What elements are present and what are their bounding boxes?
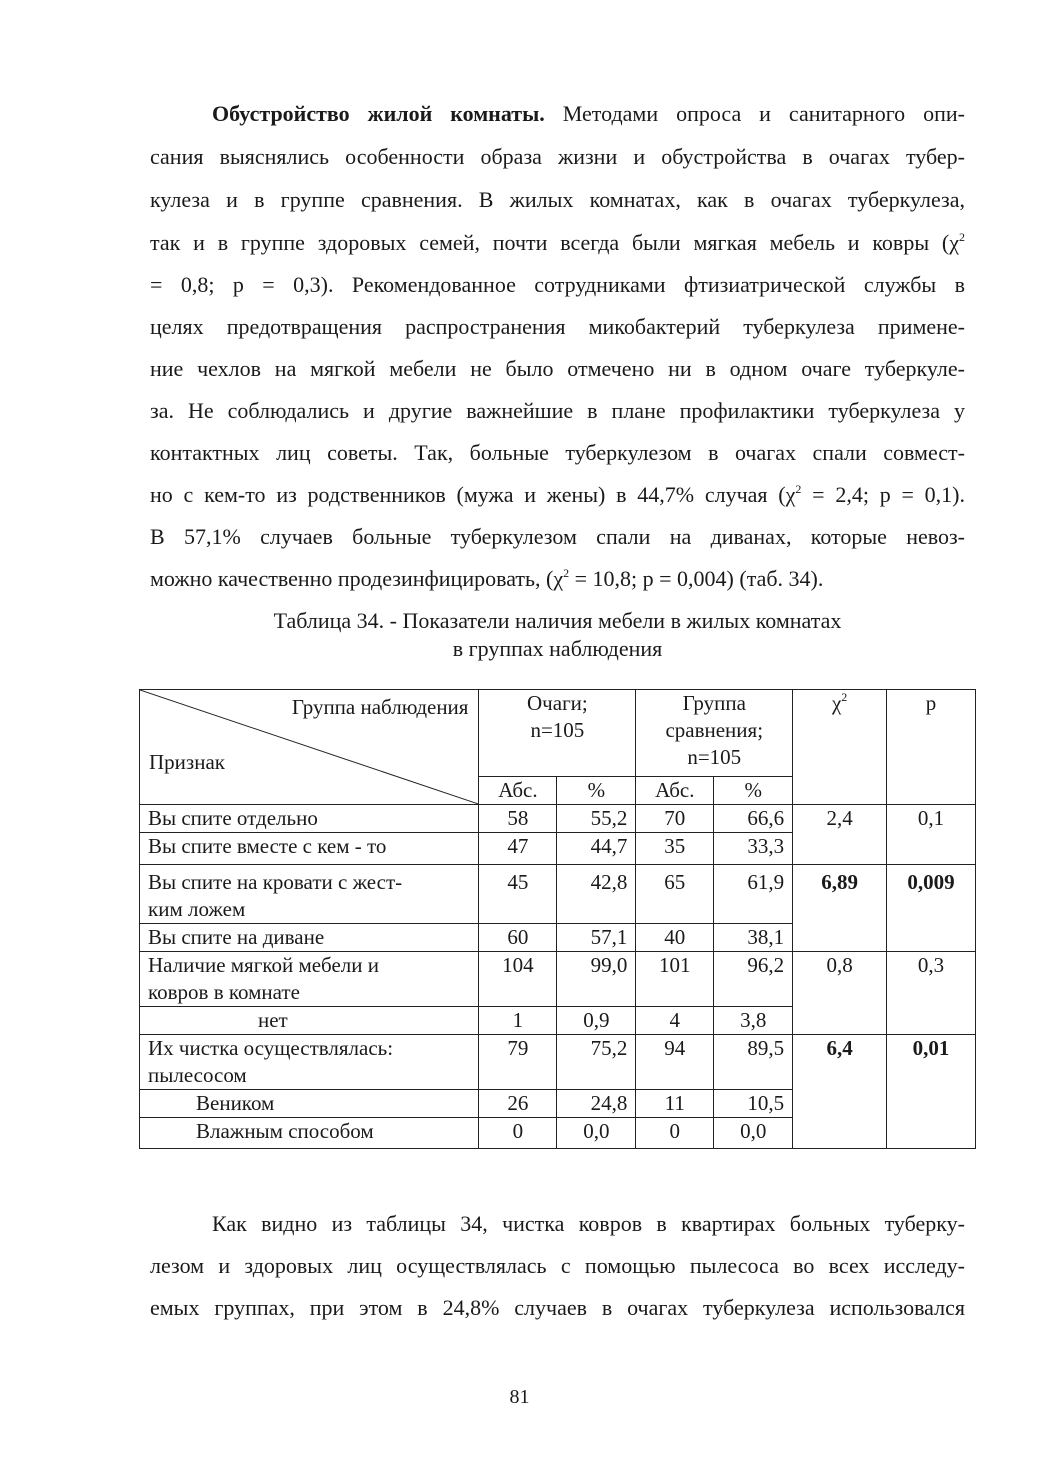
paragraph1-line9: контактных лиц советы. Так, больные туберкулезом в очагах спали совмест- xyxy=(150,440,965,465)
row-label: Вы спите на диване xyxy=(140,924,479,952)
subheader-pct-1: % xyxy=(557,777,636,805)
paragraph1-line3: кулеза и в группе сравнения. В жилых комнатах, как в очагах туберкулеза, xyxy=(150,187,965,212)
subheader-pct-2: % xyxy=(714,777,793,805)
cell-pct-foci: 0,9 xyxy=(557,1007,636,1035)
cell-p-value: 0,1 xyxy=(887,805,976,865)
paragraph1-line6: целях предотвращения распространения микобактерий туберкулеза примене- xyxy=(150,314,965,339)
cell-chi-square: 2,4 xyxy=(793,805,887,865)
paragraph1-line1-rest: Методами опроса и санитарного опи- xyxy=(562,101,966,126)
table-caption-line2: в группах наблюдения xyxy=(452,636,663,661)
subheader-abs-2: Абс. xyxy=(636,777,714,805)
chi-superscript: 2 xyxy=(563,566,570,580)
header-foci-line1: Очаги; xyxy=(527,691,588,715)
paragraph1-line10 xyxy=(150,482,965,508)
row-label: нет xyxy=(140,1007,479,1035)
paragraph1-line11: В 57,1% случаев больные туберкулезом спали на диванах, которые невоз- xyxy=(150,524,965,549)
cell-abs-comparison: 4 xyxy=(636,1007,714,1035)
cell-abs-foci: 45 xyxy=(479,865,557,924)
row-label: Вы спите отдельно xyxy=(140,805,479,833)
paragraph2-line2: лезом и здоровых лиц осуществлялась с помощью пылесоса во всех исследу- xyxy=(150,1253,965,1278)
paragraph1-line10-a: но с кем-то из родственников (мужа и жены) в 44,7% случая (χ xyxy=(150,482,796,507)
cell-pct-foci: 44,7 xyxy=(557,833,636,865)
page-number: 81 xyxy=(509,1386,530,1408)
header-comparison-line1: Группа xyxy=(682,691,746,715)
paragraph1-line5: = 0,8; p = 0,3). Рекомендованное сотрудниками фтизиатрической службы в xyxy=(150,272,965,297)
paragraph1-line7: ние чехлов на мягкой мебели не было отмечено ни в одном очаге туберкуле- xyxy=(150,356,965,381)
cell-abs-foci: 60 xyxy=(479,924,557,952)
cell-abs-foci: 26 xyxy=(479,1090,557,1118)
paragraph1-line1 xyxy=(212,101,965,127)
table-row xyxy=(140,805,976,833)
cell-abs-comparison: 70 xyxy=(636,805,714,833)
header-group-label: Группа наблюдения xyxy=(291,695,469,719)
cell-pct-comparison: 61,9 xyxy=(714,865,793,924)
cell-abs-comparison: 65 xyxy=(636,865,714,924)
header-comparison-line2: сравнения; xyxy=(665,718,764,742)
cell-abs-comparison: 35 xyxy=(636,833,714,865)
paragraph1-line12-a: можно качественно продезинфицировать, (χ xyxy=(150,566,564,591)
cell-pct-foci: 57,1 xyxy=(557,924,636,952)
cell-abs-comparison: 101 xyxy=(636,952,714,1007)
row-label: Вы спите вместе с кем - то xyxy=(140,833,479,865)
chi-superscript: 2 xyxy=(795,482,802,496)
paragraph2-line1: Как видно из таблицы 34, чистка ковров в квартирах больных туберку- xyxy=(212,1211,965,1236)
cell-p-value: 0,009 xyxy=(887,865,976,952)
cell-p-value: 0,3 xyxy=(887,952,976,1035)
cell-abs-foci: 0 xyxy=(479,1118,557,1149)
table-caption-line1: Таблица 34. - Показатели наличия мебели в жилых комнатах xyxy=(273,608,842,633)
diagonal-header-cell xyxy=(140,690,479,805)
cell-pct-comparison: 89,5 xyxy=(714,1035,793,1090)
cell-pct-comparison: 10,5 xyxy=(714,1090,793,1118)
cell-abs-foci: 47 xyxy=(479,833,557,865)
cell-abs-comparison: 11 xyxy=(636,1090,714,1118)
header-feature-label: Признак xyxy=(149,750,225,774)
cell-abs-foci: 1 xyxy=(479,1007,557,1035)
row-label xyxy=(140,952,479,1007)
header-comparison-group xyxy=(636,690,793,777)
cell-pct-foci: 42,8 xyxy=(557,865,636,924)
paragraph1-line4-text: так и в группе здоровых семей, почти всегда были мягкая мебель и ковры (χ xyxy=(150,230,959,255)
table-row xyxy=(140,952,976,1007)
cell-p-value: 0,01 xyxy=(887,1035,976,1149)
cell-pct-comparison: 38,1 xyxy=(714,924,793,952)
cell-chi-square: 6,4 xyxy=(793,1035,887,1149)
cell-abs-comparison: 94 xyxy=(636,1035,714,1090)
row-label-line1: Вы спите на кровати с жест- xyxy=(148,870,403,894)
cell-chi-square: 0,8 xyxy=(793,952,887,1035)
header-foci-line2: n=105 xyxy=(530,718,585,742)
header-chi-square xyxy=(793,690,887,805)
table-header-row xyxy=(140,690,976,777)
paragraph1-line12 xyxy=(150,566,965,592)
cell-pct-foci: 0,0 xyxy=(557,1118,636,1149)
cell-pct-comparison: 33,3 xyxy=(714,833,793,865)
section-heading: Обустройство жилой комнаты. xyxy=(212,101,545,126)
cell-pct-comparison: 3,8 xyxy=(714,1007,793,1035)
cell-abs-foci: 58 xyxy=(479,805,557,833)
row-label-line2: ковров в комнате xyxy=(148,980,300,1004)
cell-abs-foci: 79 xyxy=(479,1035,557,1090)
cell-pct-foci: 75,2 xyxy=(557,1035,636,1090)
cell-pct-comparison: 66,6 xyxy=(714,805,793,833)
paragraph1-line10-b: = 2,4; p = 0,1). xyxy=(801,482,965,507)
row-label-line1: Наличие мягкой мебели и xyxy=(148,953,379,977)
paragraph1-line12-b: = 10,8; p = 0,004) (таб. 34). xyxy=(569,566,824,591)
cell-abs-foci: 104 xyxy=(479,952,557,1007)
row-label-line2: ким ложем xyxy=(148,897,246,921)
header-foci-group xyxy=(479,690,636,777)
table-row xyxy=(140,1035,976,1090)
paragraph2-line3: емых группах, при этом в 24,8% случаев в очагах туберкулеза использовался xyxy=(150,1295,965,1320)
cell-pct-comparison: 0,0 xyxy=(714,1118,793,1149)
paragraph1-line4 xyxy=(150,230,965,256)
table-row xyxy=(140,865,976,924)
cell-pct-foci: 99,0 xyxy=(557,952,636,1007)
cell-pct-foci: 55,2 xyxy=(557,805,636,833)
header-comparison-line3: n=105 xyxy=(687,745,742,769)
row-label xyxy=(140,1035,479,1090)
chi-superscript: 2 xyxy=(959,230,965,244)
row-label-line1: Их чистка осуществлялась: xyxy=(148,1036,394,1060)
row-label-line2: пылесосом xyxy=(148,1063,247,1087)
row-label xyxy=(140,865,479,924)
furniture-table xyxy=(139,689,976,1149)
paragraph1-line8: за. Не соблюдались и другие важнейшие в плане профилактики туберкулеза у xyxy=(150,398,965,423)
cell-abs-comparison: 0 xyxy=(636,1118,714,1149)
row-label: Влажным способом xyxy=(140,1118,479,1149)
row-label: Веником xyxy=(140,1090,479,1118)
header-p: p xyxy=(887,690,976,805)
paragraph1-line2: сания выяснялись особенности образа жизни и обустройства в очагах тубер- xyxy=(150,144,965,169)
cell-pct-foci: 24,8 xyxy=(557,1090,636,1118)
cell-pct-comparison: 96,2 xyxy=(714,952,793,1007)
chi-superscript: 2 xyxy=(841,690,848,704)
subheader-abs-1: Абс. xyxy=(479,777,557,805)
chi-symbol: χ xyxy=(831,691,842,715)
cell-abs-comparison: 40 xyxy=(636,924,714,952)
cell-chi-square: 6,89 xyxy=(793,865,887,952)
